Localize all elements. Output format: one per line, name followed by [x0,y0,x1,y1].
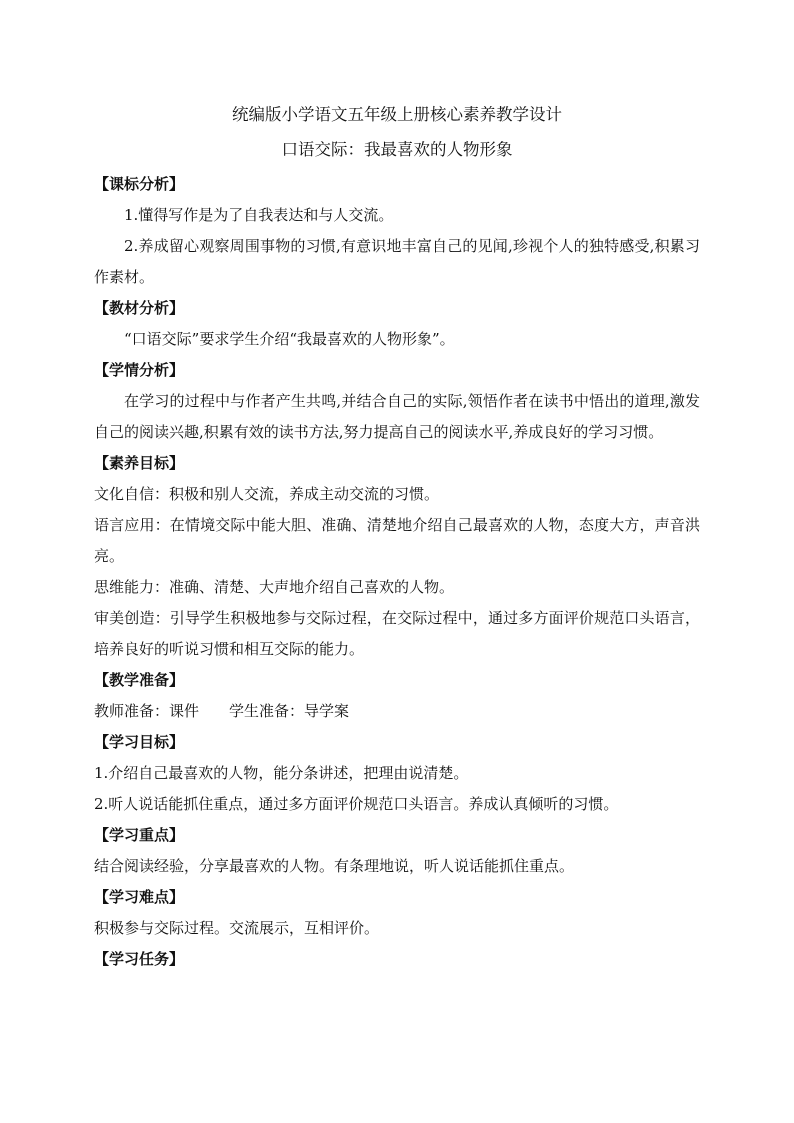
section-preparation [94,665,700,727]
section-heading-key-points: 【学习重点】 [94,826,185,844]
paragraph: 积极参与交际过程。交流展示，互相评价。 [94,919,380,937]
section-literacy [94,448,700,665]
paragraph: 2.听人说话能抓住重点，通过多方面评价规范口头语言。养成认真倾听的习惯。 [94,795,619,813]
section-heading-curriculum: 【课标分析】 [94,175,185,193]
section-heading-tasks: 【学习任务】 [94,950,185,968]
section-heading-textbook: 【教材分析】 [94,299,185,317]
paragraph: 文化自信：积极和别人交流，养成主动交流的习惯。 [94,485,440,503]
section-difficulties [94,882,700,944]
section-tasks [94,944,700,975]
student-preparation: 学生准备：导学案 [229,702,350,720]
section-heading-objectives: 【学习目标】 [94,733,185,751]
paragraph: 审美创造：引导学生积极地参与交际过程，在交际过程中，通过多方面评价规范口头语言，培养良好的听说习惯和相互交际的能力。 [94,609,700,658]
paragraph: 1.介绍自己最喜欢的人物，能分条讲述，把理由说清楚。 [94,764,469,782]
section-heading-literacy: 【素养目标】 [94,454,185,472]
section-key-points [94,820,700,882]
section-curriculum [94,169,700,293]
document-title: 统编版小学语文五年级上册核心素养教学设计 [232,105,562,124]
paragraph: 结合阅读经验，分享最喜欢的人物。有条理地说，听人说话能抓住重点。 [94,857,575,875]
document-subtitle: 口语交际：我最喜欢的人物形象 [281,140,513,159]
paragraph: 1.懂得写作是为了自我表达和与人交流。 [124,206,394,224]
section-learners [94,355,700,448]
section-heading-preparation: 【教学准备】 [94,671,185,689]
section-objectives [94,727,700,820]
document-body [94,103,700,975]
paragraph: 在学习的过程中与作者产生共鸣,并结合自己的实际,领悟作者在读书中悟出的道理,激发自己的阅读兴趣,积累有效的读书方法,努力提高自己的阅读水平,养成良好的学习习惯。 [94,392,700,441]
paragraph: 思维能力：准确、清楚、大声地介绍自己喜欢的人物。 [94,578,455,596]
paragraph: 语言应用：在情境交际中能大胆、准确、清楚地介绍自己最喜欢的人物，态度大方，声音洪亮。 [94,516,700,565]
section-heading-difficulties: 【学习难点】 [94,888,185,906]
section-textbook [94,293,700,355]
paragraph: “口语交际”要求学生介绍“我最喜欢的人物形象”。 [124,330,455,348]
section-heading-learners: 【学情分析】 [94,361,185,379]
paragraph: 2.养成留心观察周围事物的习惯,有意识地丰富自己的见闻,珍视个人的独特感受,积累习作素材。 [94,237,700,286]
teacher-preparation: 教师准备：课件 [94,702,200,720]
preparation-line [94,696,700,727]
